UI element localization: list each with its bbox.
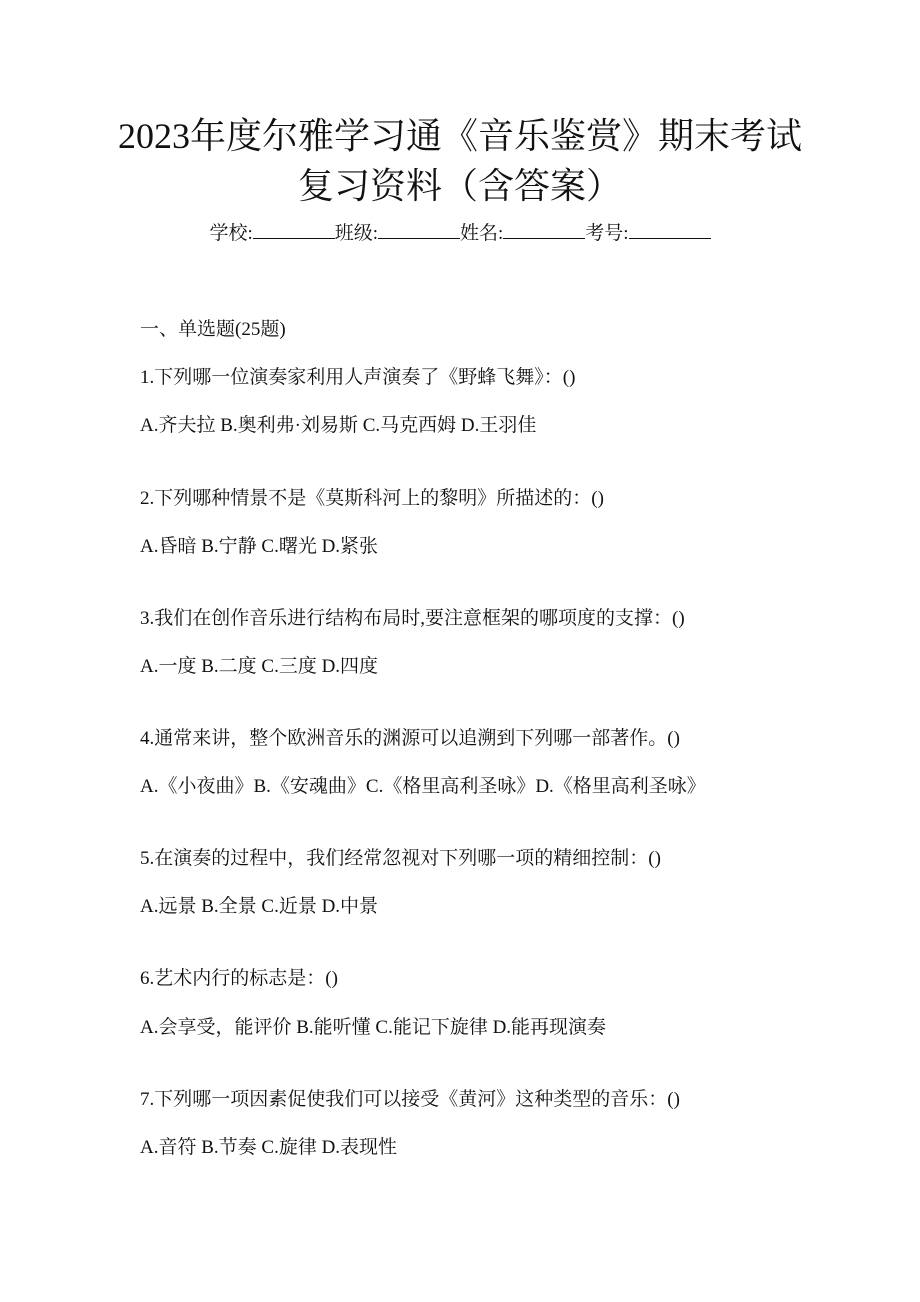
question-2: 2.下列哪种情景不是《莫斯科河上的黎明》所描述的：() (140, 488, 604, 509)
question-5: 5.在演奏的过程中，我们经常忽视对下列哪一项的精细控制：() (140, 848, 661, 869)
question-2-options: A.昏暗 B.宁静 C.曙光 D.紧张 (140, 536, 379, 557)
question-4: 4.通常来讲，整个欧洲音乐的渊源可以追溯到下列哪一部著作。() (140, 728, 680, 749)
exam-number-label: 考号: (585, 223, 629, 244)
document-title-line-2: 复习资料（含答案） (297, 166, 622, 206)
question-1: 1.下列哪一位演奏家利用人声演奏了《野蜂飞舞》：() (140, 367, 576, 388)
question-7: 7.下列哪一项因素促使我们可以接受《黄河》这种类型的音乐：() (140, 1089, 680, 1110)
section-heading: 一、单选题(25题) (140, 319, 286, 340)
question-7-options: A.音符 B.节奏 C.旋律 D.表现性 (140, 1137, 398, 1158)
name-label: 姓名: (460, 223, 504, 244)
question-1-options: A.齐夫拉 B.奥利弗·刘易斯 C.马克西姆 D.王羽佳 (140, 415, 537, 436)
question-5-options: A.远景 B.全景 C.近景 D.中景 (140, 896, 379, 917)
class-label: 班级: (334, 223, 378, 244)
school-label: 学校: (209, 223, 253, 244)
student-info-line (0, 220, 920, 248)
class-blank (378, 220, 460, 239)
question-4-options: A.《小夜曲》B.《安魂曲》C.《格里高利圣咏》D.《格里高利圣咏》 (140, 776, 706, 797)
exam-number-blank (629, 220, 711, 239)
school-blank (253, 220, 335, 239)
question-3: 3.我们在创作音乐进行结构布局时,要注意框架的哪项度的支撑：() (140, 608, 685, 629)
name-blank (503, 220, 585, 239)
document-title-line-1: 2023年度尔雅学习通《音乐鉴赏》期末考试 (117, 116, 802, 156)
question-6-options: A.会享受，能评价 B.能听懂 C.能记下旋律 D.能再现演奏 (140, 1017, 607, 1038)
question-3-options: A.一度 B.二度 C.三度 D.四度 (140, 656, 379, 677)
question-6: 6.艺术内行的标志是：() (140, 968, 338, 989)
